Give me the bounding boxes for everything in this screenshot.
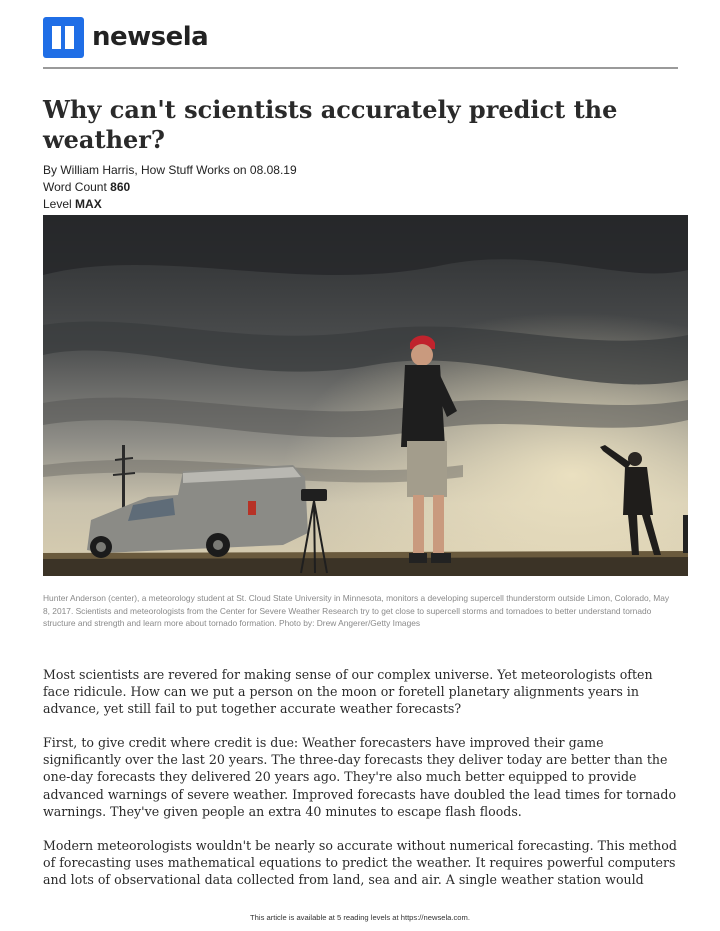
logo-bar (65, 26, 74, 49)
reading-levels-note: This article is available at 5 reading levels at https://newsela.com. (250, 913, 470, 922)
level-value: MAX (75, 197, 102, 211)
level-label: Level (43, 197, 72, 211)
site-header (43, 17, 678, 69)
word-count-label: Word Count (43, 180, 107, 194)
reading-level (43, 196, 102, 212)
header-divider (43, 67, 678, 69)
brand-name[interactable]: newsela (92, 22, 209, 52)
word-count (43, 179, 130, 195)
body-paragraph: Modern meteorologists wouldn't be nearly so accurate without numerical forecasting. This method of forecasting uses mathematical equations to predict the weather. It requires powerful computers and lots of observational data collected from land, sea and air. A single weather station would (43, 838, 677, 888)
word-count-value: 860 (110, 180, 131, 194)
logo-bar (52, 26, 61, 49)
article-photo (43, 215, 688, 576)
article-title: Why can't scientists accurately predict the weather? (43, 95, 618, 154)
newsela-logo-icon[interactable] (43, 17, 84, 58)
body-paragraph: Most scientists are revered for making sense of our complex universe. Yet meteorologists often face ridicule. How can we put a person on the moon or foretell planetary alignments years in advance, yet still fail to put together accurate weather forecasts? (43, 667, 653, 717)
storm-photo-illustration (43, 215, 688, 576)
article-byline: By William Harris, How Stuff Works on 08.08.19 (43, 163, 297, 177)
photo-caption: Hunter Anderson (center), a meteorology student at St. Cloud State University in Minnesota, monitors a developing supercell thunderstorm outside Limon, Colorado, May 8, 2017. Scientists and meteorologists from the Center for Severe Weather Research try to get close to supercell storms and tornadoes to better understand tornado structure and strength and learn more about tornado formation. Photo by: Drew Angerer/Getty Images (43, 593, 670, 628)
body-paragraph: First, to give credit where credit is due: Weather forecasters have improved their game significantly over the last 20 years. The three-day forecasts they deliver today are better than the one-day forecasts they delivered 20 years ago. They're also much better equipped to provide advanced warnings of severe weather. Improved forecasts have doubled the lead times for tornado warnings. They've given people an extra 40 minutes to escape flash floods. (43, 735, 677, 819)
